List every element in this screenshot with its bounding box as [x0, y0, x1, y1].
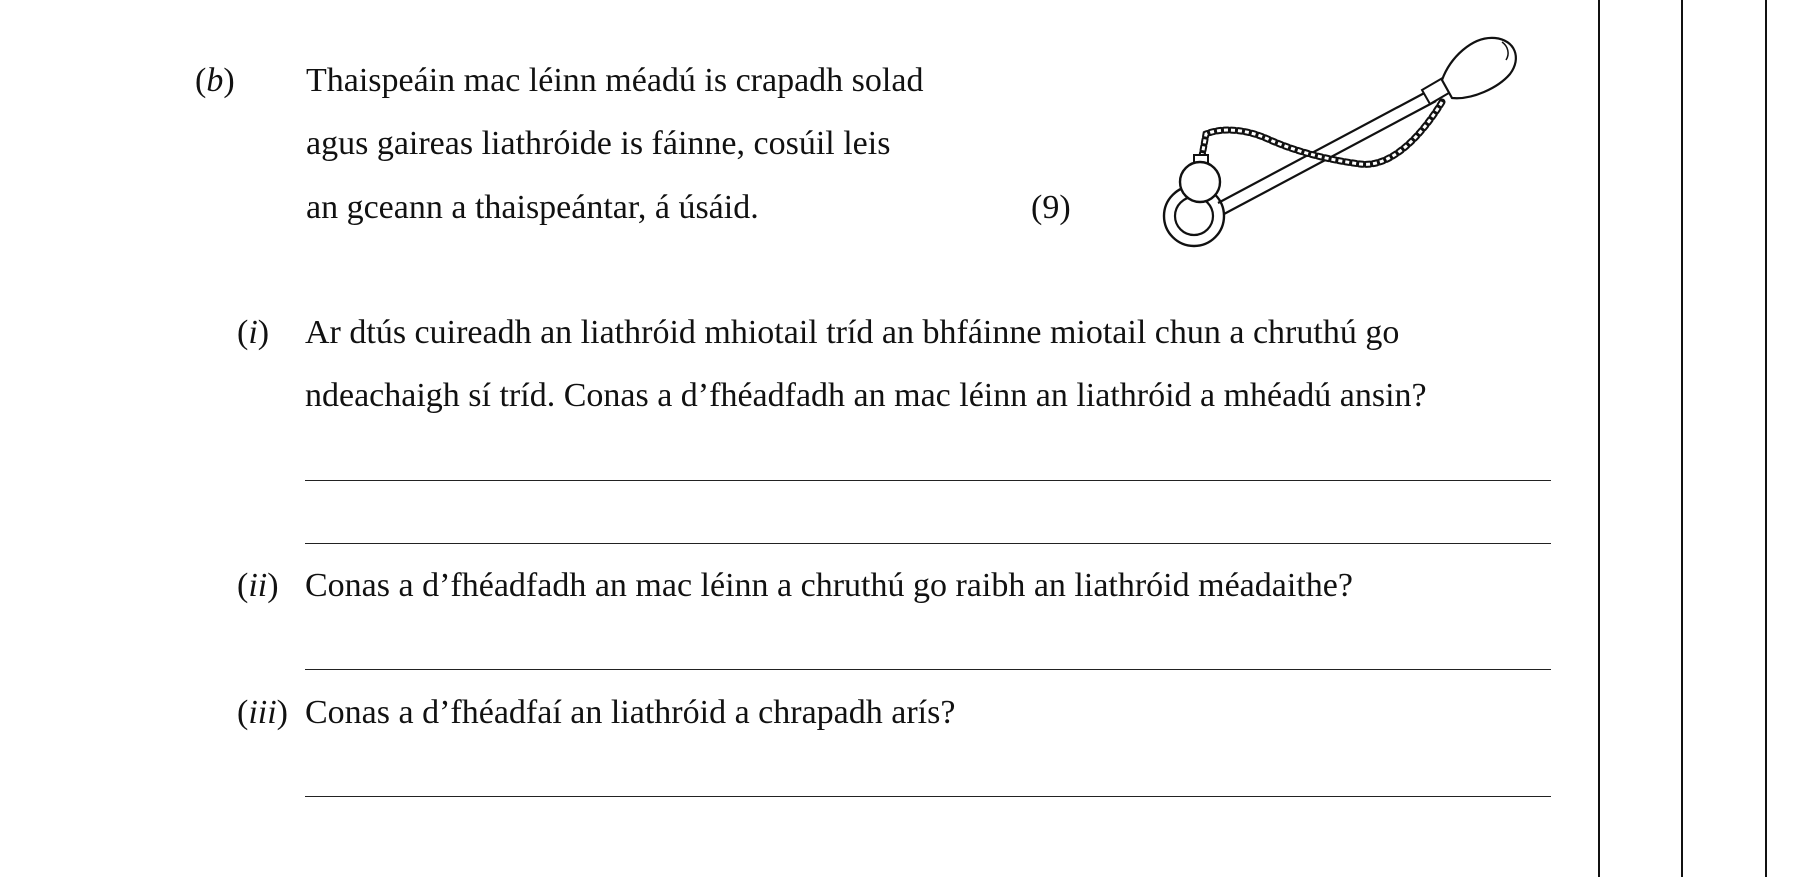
question-i-label	[237, 313, 269, 353]
part-b-letter: b	[206, 62, 224, 99]
label-paren-close: )	[267, 567, 279, 604]
label-paren-open: (	[237, 694, 249, 731]
question-i-line-1: Ar dtús cuireadh an liathróid mhiotail tríd an bhfáinne miotail chun a chruthú go	[305, 314, 1400, 351]
question-ii-numeral: ii	[248, 567, 268, 604]
label-paren-open: (	[237, 314, 249, 351]
question-iii-numeral: iii	[248, 694, 277, 731]
answer-line-iii-1[interactable]	[305, 796, 1551, 797]
question-iii-label	[237, 693, 288, 733]
label-paren-open: (	[237, 567, 249, 604]
margin-rule-2	[1681, 0, 1683, 877]
margin-rule-1	[1598, 0, 1600, 877]
question-iii-line-1: Conas a d’fhéadfaí an liathróid a chrapadh arís?	[305, 694, 956, 731]
question-i-line-2: ndeachaigh sí tríd. Conas a d’fhéadfadh an mac léinn an liathróid a mhéadú ansin?	[305, 377, 1427, 414]
part-b-line-1: Thaispeáin mac léinn méadú is crapadh solad	[306, 62, 924, 99]
marks-label: (9)	[1031, 189, 1071, 226]
margin-rule-3	[1765, 0, 1767, 877]
part-b-line-3: an gceann a thaispeántar, á úsáid.	[306, 189, 759, 226]
label-paren-close: )	[276, 694, 288, 731]
part-b-line-2: agus gaireas liathróide is fáinne, cosúil leis	[306, 125, 891, 162]
answer-line-i-1[interactable]	[305, 480, 1551, 481]
question-i-numeral: i	[248, 314, 258, 351]
question-ii-line-1: Conas a d’fhéadfadh an mac léinn a chruthú go raibh an liathróid méadaithe?	[305, 567, 1353, 604]
label-paren-close: )	[257, 314, 270, 351]
label-paren-close: )	[223, 62, 235, 99]
question-ii-label	[237, 566, 279, 606]
ball-and-ring-apparatus-icon	[1150, 28, 1520, 248]
answer-line-i-2[interactable]	[305, 543, 1551, 544]
part-b-label	[195, 61, 235, 101]
answer-line-ii-1[interactable]	[305, 669, 1551, 670]
label-paren-open: (	[195, 62, 207, 99]
